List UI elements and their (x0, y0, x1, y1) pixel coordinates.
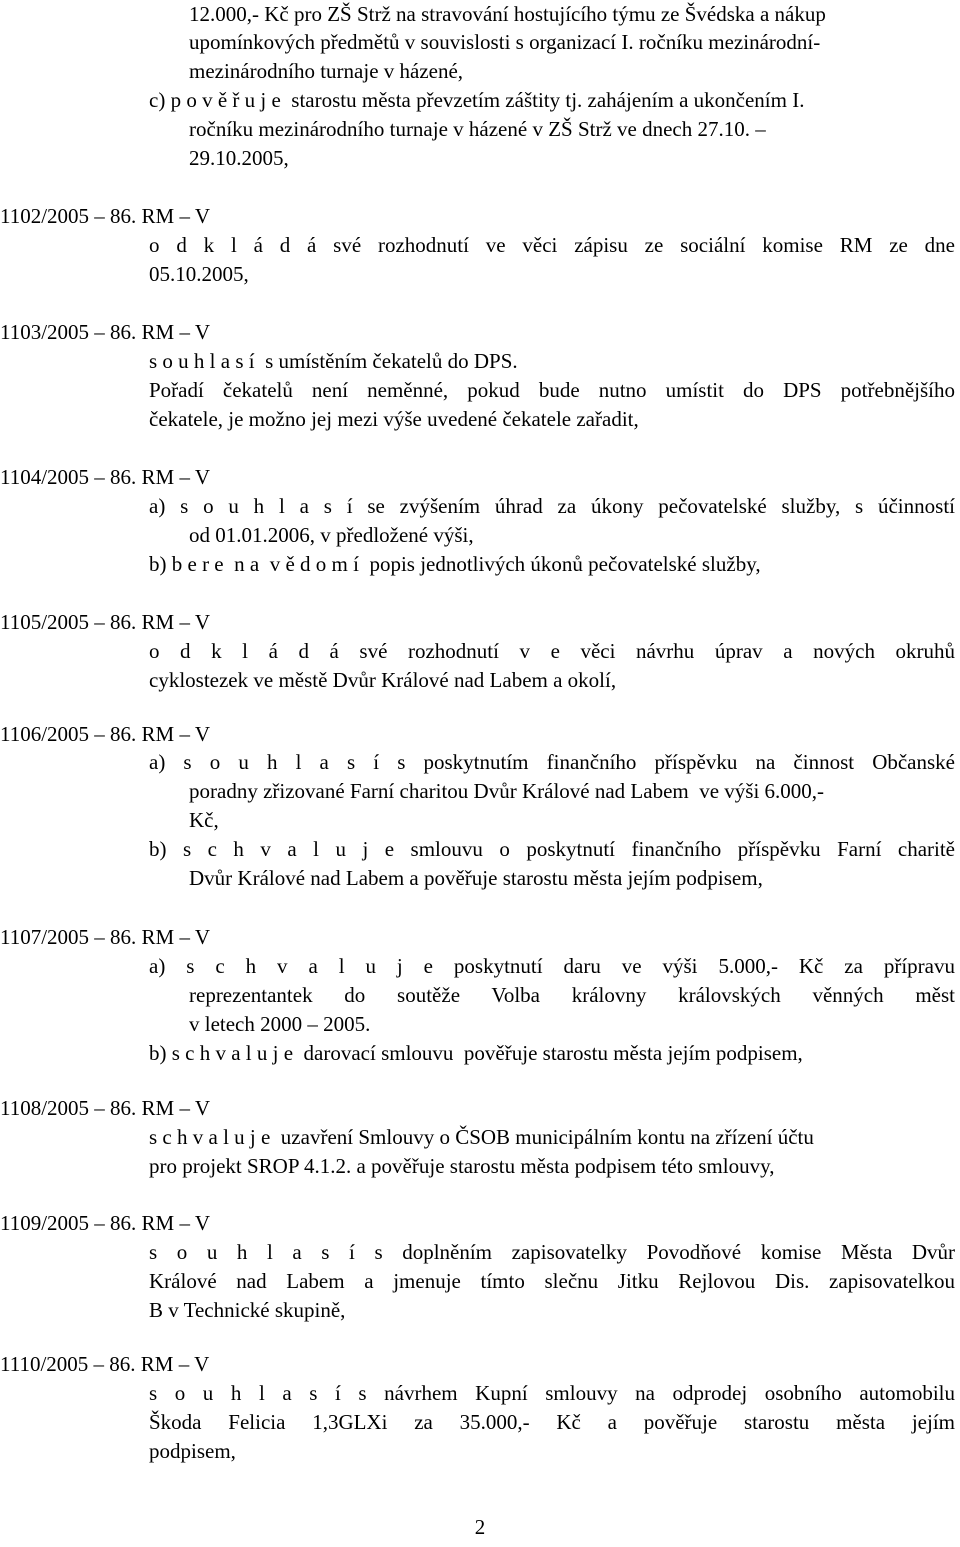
resolution-heading: 1102/2005 – 86. RM – V (0, 204, 211, 228)
intro-line: 12.000,- Kč pro ZŠ Strž na stravování hostujícího týmu ze Švédska a nákup (189, 2, 826, 26)
resolution-line: a) s o u h l a s í s poskytnutím finančního příspěvku na činnost Občanské (149, 750, 955, 774)
resolution-heading: 1108/2005 – 86. RM – V (0, 1096, 211, 1120)
resolution-heading: 1110/2005 – 86. RM – V (0, 1352, 210, 1376)
intro-line: c) p o v ě ř u j e starostu města převzetím záštity tj. zahájením a ukončením I. (149, 88, 805, 112)
resolution-line: 05.10.2005, (149, 262, 249, 286)
resolution-line: B v Technické skupině, (149, 1298, 346, 1322)
resolution-line: b) s c h v a l u j e darovací smlouvu pověřuje starostu města jejím podpisem, (149, 1041, 803, 1065)
resolution-line: b) s c h v a l u j e smlouvu o poskytnutí finančního příspěvku Farní charitě (149, 837, 955, 861)
resolution-heading: 1106/2005 – 86. RM – V (0, 722, 211, 746)
resolution-line: s o u h l a s í s doplněním zapisovatelky Povodňové komise Města Dvůr (149, 1240, 955, 1264)
resolution-line: Králové nad Labem a jmenuje tímto slečnu Jitku Rejlovou Dis. zapisovatelkou (149, 1269, 955, 1293)
resolution-heading: 1104/2005 – 86. RM – V (0, 465, 211, 489)
resolution-line: Dvůr Králové nad Labem a pověřuje starostu města jejím podpisem, (189, 866, 763, 890)
resolution-line: s o u h l a s í s návrhem Kupní smlouvy na odprodej osobního automobilu (149, 1381, 955, 1405)
resolution-line: poradny zřizované Farní charitou Dvůr Králové nad Labem ve výši 6.000,- (189, 779, 825, 803)
page-number: 2 (474, 1515, 486, 1539)
resolution-line: o d k l á d á své rozhodnutí v e věci návrhu úprav a nových okruhů (149, 639, 955, 663)
resolution-line: od 01.01.2006, v předložené výši, (189, 523, 474, 547)
resolution-line: v letech 2000 – 2005. (189, 1012, 371, 1036)
resolution-line: s o u h l a s í s umístěním čekatelů do DPS. (149, 349, 518, 373)
resolution-line: o d k l á d á své rozhodnutí ve věci zápisu ze sociální komise RM ze dne (149, 233, 955, 257)
resolution-line: b) b e r e n a v ě d o m í popis jednotlivých úkonů pečovatelské služby, (149, 552, 761, 576)
resolution-line: pro projekt SROP 4.1.2. a pověřuje starostu města podpisem této smlouvy, (149, 1154, 775, 1178)
resolution-heading: 1107/2005 – 86. RM – V (0, 925, 211, 949)
resolution-line: a) s o u h l a s í se zvýšením úhrad za úkony pečovatelské služby, s účinností (149, 494, 955, 518)
resolution-line: Škoda Felicia 1,3GLXi za 35.000,- Kč a pověřuje starostu města jejím (149, 1410, 955, 1434)
intro-line: ročníku mezinárodního turnaje v házené v ZŠ Strž ve dnech 27.10. – (189, 117, 766, 141)
resolution-line: s c h v a l u j e uzavření Smlouvy o ČSOB municipálním kontu na zřízení účtu (149, 1125, 814, 1149)
intro-line: 29.10.2005, (189, 146, 289, 170)
resolution-line: čekatele, je možno jej mezi výše uvedené čekatele zařadit, (149, 407, 639, 431)
resolution-line: cyklostezek ve městě Dvůr Králové nad Labem a okolí, (149, 668, 617, 692)
resolution-line: Kč, (189, 808, 219, 832)
resolution-line: reprezentantek do soutěže Volba královny královských věnných měst (189, 983, 955, 1007)
resolution-line: podpisem, (149, 1439, 236, 1463)
resolution-heading: 1105/2005 – 86. RM – V (0, 610, 211, 634)
resolution-line: a) s c h v a l u j e poskytnutí daru ve výši 5.000,- Kč za přípravu (149, 954, 955, 978)
intro-line: mezinárodního turnaje v házené, (189, 59, 464, 83)
resolution-heading: 1109/2005 – 86. RM – V (0, 1211, 211, 1235)
resolution-line: Pořadí čekatelů není neměnné, pokud bude nutno umístit do DPS potřebnějšího (149, 378, 955, 402)
resolution-heading: 1103/2005 – 86. RM – V (0, 320, 211, 344)
intro-line: upomínkových předmětů v souvislosti s organizací I. ročníku mezinárodní- (189, 30, 821, 54)
